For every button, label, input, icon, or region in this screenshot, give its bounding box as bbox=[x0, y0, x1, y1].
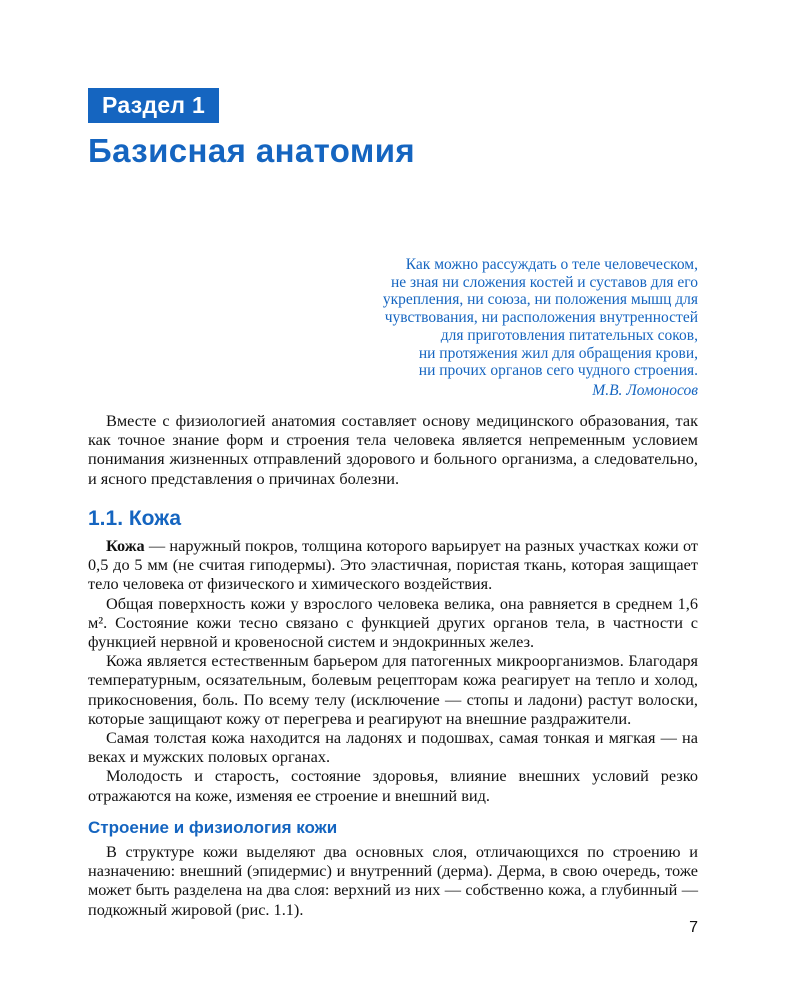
epigraph-line: не зная ни сложения костей и суставов для его bbox=[390, 273, 698, 291]
skin-paragraph-4: Самая толстая кожа находится на ладонях и подошвах, самая тонкая и мягкая — на веках и мужских половых органах. bbox=[88, 728, 698, 767]
intro-block bbox=[88, 411, 698, 488]
skin-paragraph-1-text: — наружный покров, толщина которого варьирует на разных участках кожи от 0,5 до 5 мм (не считая гиподермы). Это эластичная, пористая ткань, которая защищает тело человека от физического и химического воздействия. bbox=[88, 536, 698, 594]
intro-paragraph: Вместе с физиологией анатомия составляет основу медицинского образования, так как точное знание форм и строения тела человека является непременным условием понимания жизненных отправлений здорового и больного организма, а следовательно, и ясного представления о причинах болезни. bbox=[88, 411, 698, 488]
skin-paragraph-3: Кожа является естественным барьером для патогенных микроорганизмов. Благодаря температурным, осязательным, болевым рецепторам кожа реагирует на тепло и холод, прикосновения, боль. По всему телу (исключение — стопы и ладони) растут волоски, которые защищают кожу от перегрева и реагируют на внешние раздражители. bbox=[88, 651, 698, 728]
term-skin: Кожа bbox=[106, 536, 145, 555]
page-number: 7 bbox=[689, 919, 698, 936]
chapter-title: Базисная анатомия bbox=[88, 132, 416, 169]
epigraph-line: ни протяжения жил для обращения крови, bbox=[418, 344, 698, 362]
skin-paragraph-1 bbox=[88, 536, 698, 594]
subsection-heading-structure: Строение и физиология кожи bbox=[88, 818, 338, 837]
section-badge: Раздел 1 bbox=[88, 88, 219, 123]
subsection-heading-skin: 1.1. Кожа bbox=[88, 507, 182, 530]
skin-paragraph-5: Молодость и старость, состояние здоровья, влияние внешних условий резко отражаются на коже, изменяя ее строение и внешний вид. bbox=[88, 766, 698, 805]
epigraph-line: для приготовления питательных соков, bbox=[440, 326, 698, 344]
epigraph-line: чувствования, ни расположения внутренностей bbox=[384, 309, 698, 327]
epigraph-line: укрепления, ни союза, ни положения мышц для bbox=[382, 291, 698, 309]
skin-paragraph-2: Общая поверхность кожи у взрослого человека велика, она равняется в среднем 1,6 м². Состояние кожи тесно связано с функцией других органов тела, в частности с функцией нервной и кровеносной систем и эндокринных желез. bbox=[88, 593, 698, 652]
epigraph-line: Как можно рассуждать о теле человеческом, bbox=[405, 256, 698, 273]
skin-text-block bbox=[88, 536, 698, 805]
epigraph-line: ни прочих органов сего чудного строения. bbox=[418, 362, 698, 380]
structure-text-block bbox=[88, 842, 698, 919]
structure-paragraph-1: В структуре кожи выделяют два основных слоя, отличающихся по строению и назначению: внешний (эпидермис) и внутренний (дерма). Дерма, в свою очередь, тоже может быть разделена на два слоя: верхний из них — собственно кожа, а глубинный — подкожный жировой (рис. 1.1). bbox=[88, 842, 698, 919]
epigraph bbox=[383, 256, 698, 400]
epigraph-author: М.В. Ломоносов bbox=[592, 381, 698, 399]
